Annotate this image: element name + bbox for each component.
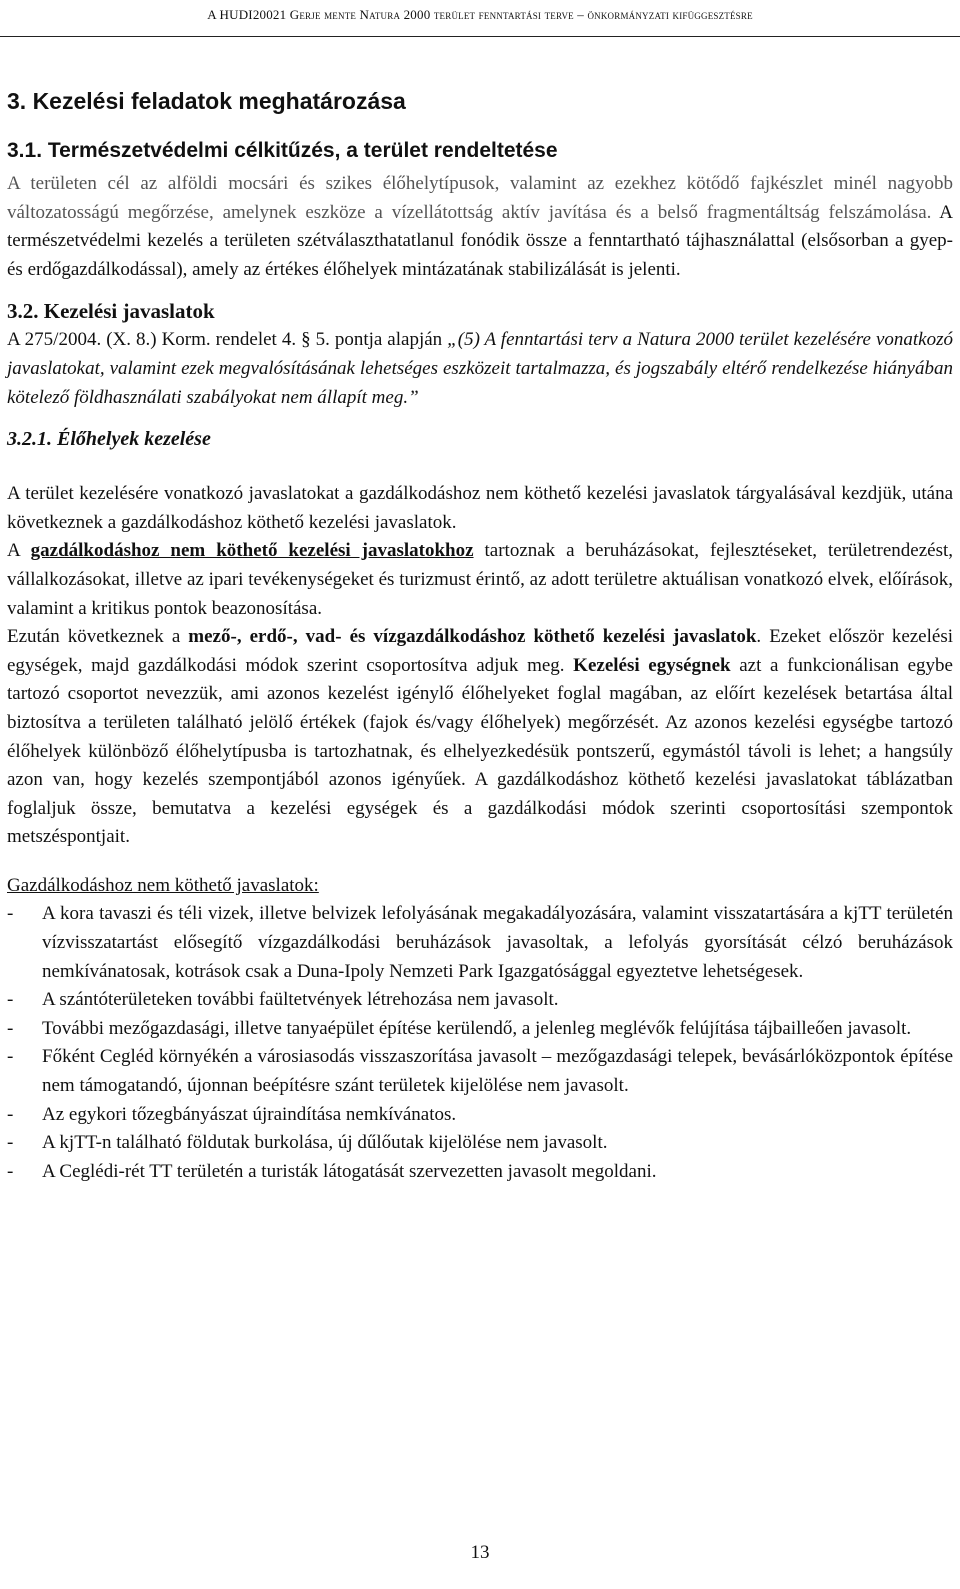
dash-bullet: - xyxy=(7,989,14,1011)
list-item xyxy=(7,1015,953,1044)
list-item-text: További mezőgazdasági, illetve tanyaépület építése kerülendő, a jelenleg meglévők felújítása tájbailleően javasolt. xyxy=(42,1017,912,1039)
text-span: . Ezeket először kezelési egységek, majd gazdálkodási módok szerint csoportosítva adjuk meg. xyxy=(7,626,954,676)
page-header: A HUDI20021 Gerje mente Natura 2000 terület fenntartási terve – önkormányzati kifüggesztésre xyxy=(0,0,960,37)
list-item-text: A kora tavaszi és téli vizek, illetve belvizek lefolyásának megakadályozására, valamint visszatartására a kjTT területén vízvisszatartást elősegítő vízgazdálkodási beruházások javasoltak, a lefolyás gyorsítását célzó beruházások nemkívánatosak, kotrások csak a Duna-Ipoly Nemzeti Park Igazgatósággal egyeztetve lehetségesek. xyxy=(42,903,953,982)
list-item-text: A Ceglédi-rét TT területén a turisták látogatását szervezetten javasolt megoldani. xyxy=(42,1160,657,1182)
chapter-title: 3. Kezelési feladatok meghatározása xyxy=(7,88,406,114)
list-item xyxy=(7,1101,953,1130)
paragraph-rest: A természetvédelmi kezelés a területen szétválaszthatatlanul fonódik össze a fenntartható tájhasználattal (elsősorban a gyep- és erdőgazdálkodással), amely az értékes élőhelyek mintázatának stabilizálását is jelenti. xyxy=(7,201,953,280)
list-item xyxy=(7,986,953,1015)
section-3-1-title: 3.1. Természetvédelmi célkitűzés, a terület rendeltetése xyxy=(7,139,558,162)
dash-bullet: - xyxy=(7,1103,14,1125)
dash-bullet: - xyxy=(7,1017,14,1039)
emphasis-term: Kezelési egységnek xyxy=(573,654,731,676)
list-item-text: Az egykori tőzegbányászat újraindítása nemkívánatos. xyxy=(42,1103,457,1125)
section-3-2-1-title: 3.2.1. Élőhelyek kezelése xyxy=(7,428,211,451)
section-3-2-title: 3.2. Kezelési javaslatok xyxy=(7,299,215,324)
dash-bullet: - xyxy=(7,1046,14,1068)
decree-quote: „(5) A fenntartási terv a Natura 2000 terület kezelésére vonatkozó javaslatokat, valamint ezek megvalósításának lehetséges eszközeit tartalmazza, és jogszabály eltérő rendelkezése hiányában kötelező földhasználati szabályokat nem állapít meg.” xyxy=(7,329,954,408)
list-item xyxy=(7,1043,953,1100)
list-item-text: A szántóterületeken további faültetvények létrehozása nem javasolt. xyxy=(42,989,559,1011)
text-span: azt a funkcionálisan egybe tartozó csoportot nevezzük, ami azonos kezelést igénylő élőhelyeket foglal magában, az előírt kezelések betartása által biztosítva a területen található jelölő értékek (fajok és/vagy élőhelyek) megőrzését. Az azonos kezelési egységbe tartozó élőhelyek különböző élőhelytípusba is tartozhatnak, és elhelyezkedésük pontszerű, egymástól távoli is lehet; a hangsúly azon van, hogy kezelés szempontjából azonos igényűek. A gazdálkodáshoz köthető kezelési javaslatokat táblázatban foglaljuk össze, bemutatva a kezelési egységek és a gazdálkodási módok szerinti csoportosítási szempontok metszéspontjait. xyxy=(7,654,953,848)
section-3-2-1-paragraph-3 xyxy=(7,623,953,852)
section-3-2-intro xyxy=(7,326,953,412)
recommendation-list xyxy=(7,900,953,1186)
section-3-1-paragraph xyxy=(7,170,953,284)
list-item xyxy=(7,1129,953,1158)
document-body xyxy=(7,86,953,1186)
paragraph-lead: A területen cél az alföldi mocsári és szikes élőhelytípusok, valamint az ezekhez kötődő fajkészlet minél nagyobb változatosságú megőrzése, amelynek eszköze a vízellátottság aktív javítása és a belső fragmentáltság felszámolása. xyxy=(7,173,953,223)
list-item xyxy=(7,1158,953,1187)
emphasis-term: gazdálkodáshoz nem köthető kezelési javaslatokhoz xyxy=(30,540,474,562)
list-item xyxy=(7,900,953,986)
dash-bullet: - xyxy=(7,1160,14,1182)
dash-bullet: - xyxy=(7,903,14,925)
dash-bullet: - xyxy=(7,1132,14,1154)
emphasis-term: mező-, erdő-, vad- és vízgazdálkodáshoz köthető kezelési javaslatok xyxy=(188,626,757,648)
section-3-2-1-paragraph-1: A terület kezelésére vonatkozó javaslatokat a gazdálkodáshoz nem köthető kezelési javaslatok tárgyalásával kezdjük, utána következnek a gazdálkodáshoz köthető kezelési javaslatok. xyxy=(7,483,953,533)
page-number: 13 xyxy=(470,1542,490,1563)
decree-reference: A 275/2004. (X. 8.) Korm. rendelet 4. § 5. pontja alapján xyxy=(7,329,448,351)
list-item-text: Főként Cegléd környékén a városiasodás visszaszorítása javasolt – mezőgazdasági telepek, bevásárlóközpontok építése nem támogatandó, újonnan beépítésre szánt területek kijelölése nem javasolt. xyxy=(42,1046,953,1097)
list-item-text: A kjTT-n található földutak burkolása, új dűlőutak kijelölése nem javasolt. xyxy=(42,1132,608,1154)
section-3-2-1-paragraph-2 xyxy=(7,537,953,623)
text-span: Ezután következnek a xyxy=(7,626,189,648)
text-span: A xyxy=(7,540,31,562)
text-span: tartoznak a beruházásokat, fejlesztéseket, területrendezést, vállalkozásokat, illetve az ipari tevékenységeket és turizmust érintő, az adott területre aktuálisan vonatkozó elvek, előírások, valamint a kritikus pontok beazonosítása. xyxy=(7,540,953,619)
list-title: Gazdálkodáshoz nem köthető javaslatok: xyxy=(7,874,319,896)
